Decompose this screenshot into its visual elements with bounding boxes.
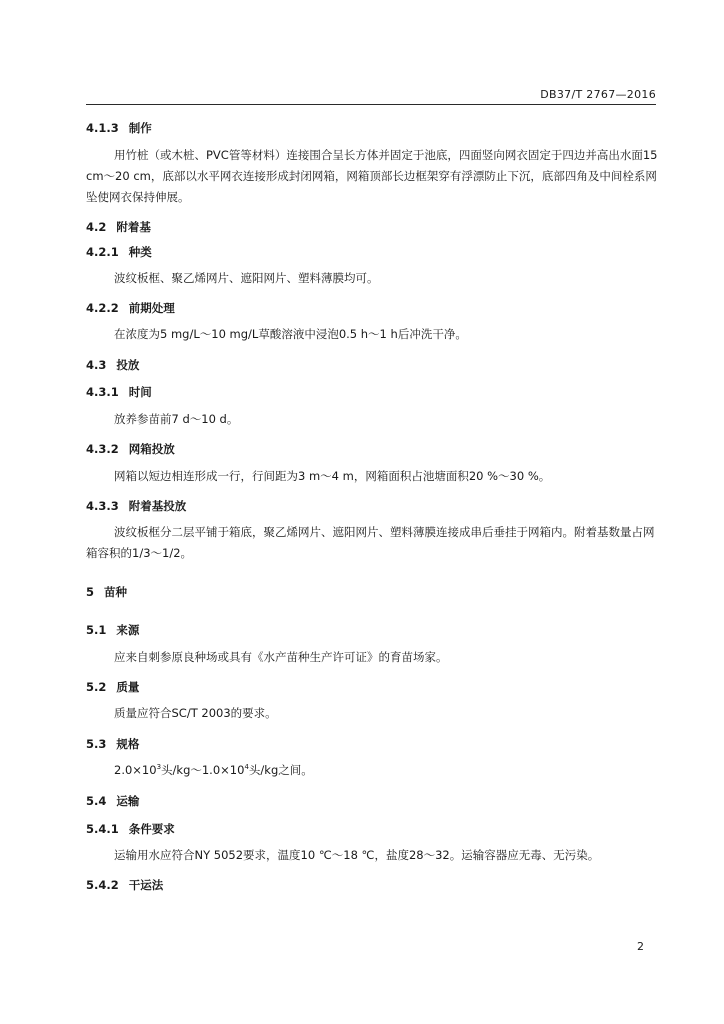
section-title: 前期处理	[128, 301, 175, 315]
section-title: 投放	[116, 358, 140, 372]
paragraph-4-1-3: 用竹桩（或木桩、PVC管等材料）连接围合呈长方体并固定于池底，四面竖向网衣固定于四边并高出水面15 cm～20 cm，底部以水平网衣连接形成封闭网箱，网箱顶部长边框架穿有浮漂防止下沉，底部四角及中间栓系网坠使网衣保持伸展。	[86, 148, 658, 204]
section-heading-4-1-3	[86, 120, 152, 136]
paragraph-5-3	[86, 760, 660, 781]
section-title: 条件要求	[128, 822, 175, 836]
section-number: 4.2.2	[86, 301, 119, 315]
section-number: 5	[86, 585, 95, 599]
section-heading-5-1	[86, 622, 139, 638]
section-title: 附着基	[116, 220, 151, 234]
spec-suffix: 头/kg之间。	[248, 763, 313, 777]
section-title: 干运法	[128, 878, 164, 892]
section-number: 5.2	[86, 680, 107, 694]
section-heading-5	[86, 584, 127, 600]
section-heading-5-2	[86, 679, 139, 695]
section-heading-5-4-1	[86, 821, 175, 837]
paragraph-4-2-1: 波纹板框、聚乙烯网片、遮阳网片、塑料薄膜均可。	[114, 271, 379, 285]
header-rule	[86, 104, 656, 105]
section-heading-5-4-2	[86, 877, 163, 893]
section-title: 制作	[128, 121, 152, 135]
paragraph-5-2: 质量应符合SC/T 2003的要求。	[114, 706, 277, 720]
section-heading-4-3-3	[86, 498, 186, 514]
section-number: 4.3.2	[86, 442, 119, 456]
section-heading-4-3-1	[86, 384, 152, 400]
section-heading-4-2	[86, 219, 151, 235]
paragraph-5-4-1: 运输用水应符合NY 5052要求，温度10 ℃～18 ℃，盐度28～32。运输容器应无毒、无污染。	[114, 848, 600, 862]
spec-max-exponent: 4	[244, 763, 249, 772]
section-heading-5-3	[86, 736, 139, 752]
section-title: 种类	[128, 245, 152, 259]
section-number: 5.4	[86, 794, 107, 808]
section-number: 5.1	[86, 623, 107, 637]
paragraph-5-1: 应来自刺参原良种场或具有《水产苗种生产许可证》的育苗场家。	[114, 650, 448, 664]
paragraph-4-3-2: 网箱以短边相连形成一行，行间距为3 m～4 m，网箱面积占池塘面积20 %～30 %。	[114, 469, 551, 483]
section-title: 规格	[116, 737, 140, 751]
standard-code: DB37/T 2767—2016	[540, 88, 656, 101]
paragraph-4-2-2: 在浓度为5 mg/L～10 mg/L草酸溶液中浸泡0.5 h～1 h后冲洗干净。	[114, 327, 467, 341]
section-number: 4.3.1	[86, 385, 119, 399]
section-number: 4.1.3	[86, 121, 119, 135]
section-number: 5.3	[86, 737, 107, 751]
section-title: 时间	[128, 385, 152, 399]
section-title: 运输	[116, 794, 140, 808]
section-title: 来源	[116, 623, 140, 637]
section-title: 苗种	[104, 585, 128, 599]
section-heading-5-4	[86, 793, 139, 809]
page-number: 2	[637, 940, 644, 953]
section-heading-4-3	[86, 357, 139, 373]
section-number: 4.2	[86, 220, 107, 234]
section-heading-4-2-1	[86, 244, 152, 260]
spec-max-base: 头/kg～1.0×10	[161, 763, 245, 777]
section-number: 5.4.1	[86, 822, 119, 836]
section-heading-4-2-2	[86, 300, 175, 316]
section-number: 4.3.3	[86, 499, 119, 513]
paragraph-4-3-1: 放养参苗前7 d～10 d。	[114, 412, 239, 426]
section-number: 4.3	[86, 358, 107, 372]
paragraph-4-3-3: 波纹板框分二层平铺于箱底，聚乙烯网片、遮阳网片、塑料薄膜连接成串后垂挂于网箱内。附着基数量占网箱容积的1/3～1/2。	[86, 525, 655, 560]
section-title: 网箱投放	[128, 442, 175, 456]
section-title: 附着基投放	[128, 499, 187, 513]
section-number: 4.2.1	[86, 245, 119, 259]
spec-min-exponent: 3	[156, 763, 162, 772]
spec-min-base: 2.0×10	[114, 763, 157, 777]
section-title: 质量	[116, 680, 140, 694]
section-heading-4-3-2	[86, 441, 175, 457]
section-number: 5.4.2	[86, 878, 119, 892]
